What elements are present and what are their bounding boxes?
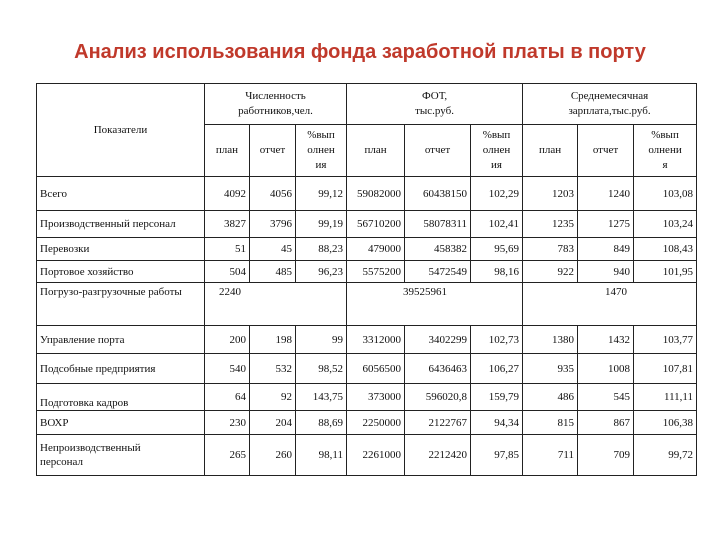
row-label: Всего	[37, 177, 205, 211]
cell: 103,77	[634, 326, 697, 354]
cell: 5575200	[347, 261, 405, 283]
cell: 2250000	[347, 411, 405, 435]
wage-fund-table	[36, 83, 697, 476]
cell: 45	[250, 238, 296, 261]
cell: 108,43	[634, 238, 697, 261]
cell: 486	[523, 384, 578, 411]
report-header: отчет	[578, 125, 634, 177]
cell-merged: 39525961	[347, 283, 523, 326]
cell: 3827	[205, 211, 250, 238]
plan-header: план	[523, 125, 578, 177]
cell: 111,11	[634, 384, 697, 411]
cell: 58078311	[405, 211, 471, 238]
cell: 98,52	[296, 354, 347, 384]
cell: 1432	[578, 326, 634, 354]
cell: 60438150	[405, 177, 471, 211]
cell: 940	[578, 261, 634, 283]
table-row	[37, 283, 697, 326]
table-row	[37, 261, 697, 283]
cell: 159,79	[471, 384, 523, 411]
cell: 1203	[523, 177, 578, 211]
cell-merged: 1470	[523, 283, 697, 326]
cell: 2261000	[347, 435, 405, 476]
cell: 107,81	[634, 354, 697, 384]
indicators-header: Показатели	[37, 84, 205, 177]
cell: 1240	[578, 177, 634, 211]
cell: 4092	[205, 177, 250, 211]
cell: 1275	[578, 211, 634, 238]
table-row	[37, 177, 697, 211]
cell: 709	[578, 435, 634, 476]
pct-header: %вып олнен ия	[296, 125, 347, 177]
headcount-header: Численность работников,чел.	[205, 84, 347, 125]
cell: 783	[523, 238, 578, 261]
payroll-fund-header: ФОТ, тыс.руб.	[347, 84, 523, 125]
cell: 88,23	[296, 238, 347, 261]
row-label: Перевозки	[37, 238, 205, 261]
row-label: Портовое хозяйство	[37, 261, 205, 283]
cell: 98,11	[296, 435, 347, 476]
cell: 51	[205, 238, 250, 261]
row-label: ВОХР	[37, 411, 205, 435]
page-title: Анализ использования фонда заработной платы в порту	[74, 41, 646, 63]
cell: 204	[250, 411, 296, 435]
cell: 99,19	[296, 211, 347, 238]
cell: 59082000	[347, 177, 405, 211]
table-row	[37, 238, 697, 261]
cell: 200	[205, 326, 250, 354]
pct-header: %вып олнен ия	[471, 125, 523, 177]
table-row	[37, 211, 697, 238]
cell-merged: 2240	[205, 283, 347, 326]
cell: 95,69	[471, 238, 523, 261]
row-label: Управление порта	[37, 326, 205, 354]
cell: 101,95	[634, 261, 697, 283]
cell: 103,24	[634, 211, 697, 238]
cell: 596020,8	[405, 384, 471, 411]
cell: 99,72	[634, 435, 697, 476]
cell: 2212420	[405, 435, 471, 476]
cell: 849	[578, 238, 634, 261]
cell: 230	[205, 411, 250, 435]
row-label: Погрузо-разгрузочные работы	[37, 283, 205, 326]
cell: 4056	[250, 177, 296, 211]
table-row	[37, 411, 697, 435]
cell: 532	[250, 354, 296, 384]
cell: 102,41	[471, 211, 523, 238]
table-row	[37, 326, 697, 354]
plan-header: план	[347, 125, 405, 177]
plan-header: план	[205, 125, 250, 177]
cell: 99	[296, 326, 347, 354]
report-header: отчет	[405, 125, 471, 177]
cell: 106,38	[634, 411, 697, 435]
cell: 64	[205, 384, 250, 411]
cell: 540	[205, 354, 250, 384]
row-label: Подсобные предприятия	[37, 354, 205, 384]
cell: 1235	[523, 211, 578, 238]
cell: 479000	[347, 238, 405, 261]
header-row-groups	[37, 84, 697, 125]
cell: 265	[205, 435, 250, 476]
cell: 94,34	[471, 411, 523, 435]
cell: 198	[250, 326, 296, 354]
row-label: Производственный персонал	[37, 211, 205, 238]
cell: 458382	[405, 238, 471, 261]
cell: 373000	[347, 384, 405, 411]
cell: 92	[250, 384, 296, 411]
cell: 711	[523, 435, 578, 476]
cell: 485	[250, 261, 296, 283]
cell: 922	[523, 261, 578, 283]
cell: 545	[578, 384, 634, 411]
cell: 815	[523, 411, 578, 435]
cell: 3402299	[405, 326, 471, 354]
table-row	[37, 354, 697, 384]
cell: 1008	[578, 354, 634, 384]
cell: 2122767	[405, 411, 471, 435]
cell: 106,27	[471, 354, 523, 384]
cell: 935	[523, 354, 578, 384]
cell: 56710200	[347, 211, 405, 238]
cell: 3312000	[347, 326, 405, 354]
cell: 260	[250, 435, 296, 476]
cell: 143,75	[296, 384, 347, 411]
cell: 6436463	[405, 354, 471, 384]
cell: 88,69	[296, 411, 347, 435]
cell: 103,08	[634, 177, 697, 211]
row-label: Непроизводственный персонал	[37, 435, 205, 476]
cell: 1380	[523, 326, 578, 354]
cell: 98,16	[471, 261, 523, 283]
table-row	[37, 435, 697, 476]
cell: 96,23	[296, 261, 347, 283]
avg-salary-header: Среднемесячная зарплата,тыс.руб.	[523, 84, 697, 125]
cell: 102,73	[471, 326, 523, 354]
cell: 6056500	[347, 354, 405, 384]
table-row	[37, 384, 697, 411]
cell: 5472549	[405, 261, 471, 283]
cell: 97,85	[471, 435, 523, 476]
cell: 99,12	[296, 177, 347, 211]
report-header: отчет	[250, 125, 296, 177]
cell: 102,29	[471, 177, 523, 211]
cell: 504	[205, 261, 250, 283]
pct-header: %вып олнени я	[634, 125, 697, 177]
cell: 867	[578, 411, 634, 435]
cell: 3796	[250, 211, 296, 238]
row-label: Подготовка кадров	[37, 384, 205, 411]
